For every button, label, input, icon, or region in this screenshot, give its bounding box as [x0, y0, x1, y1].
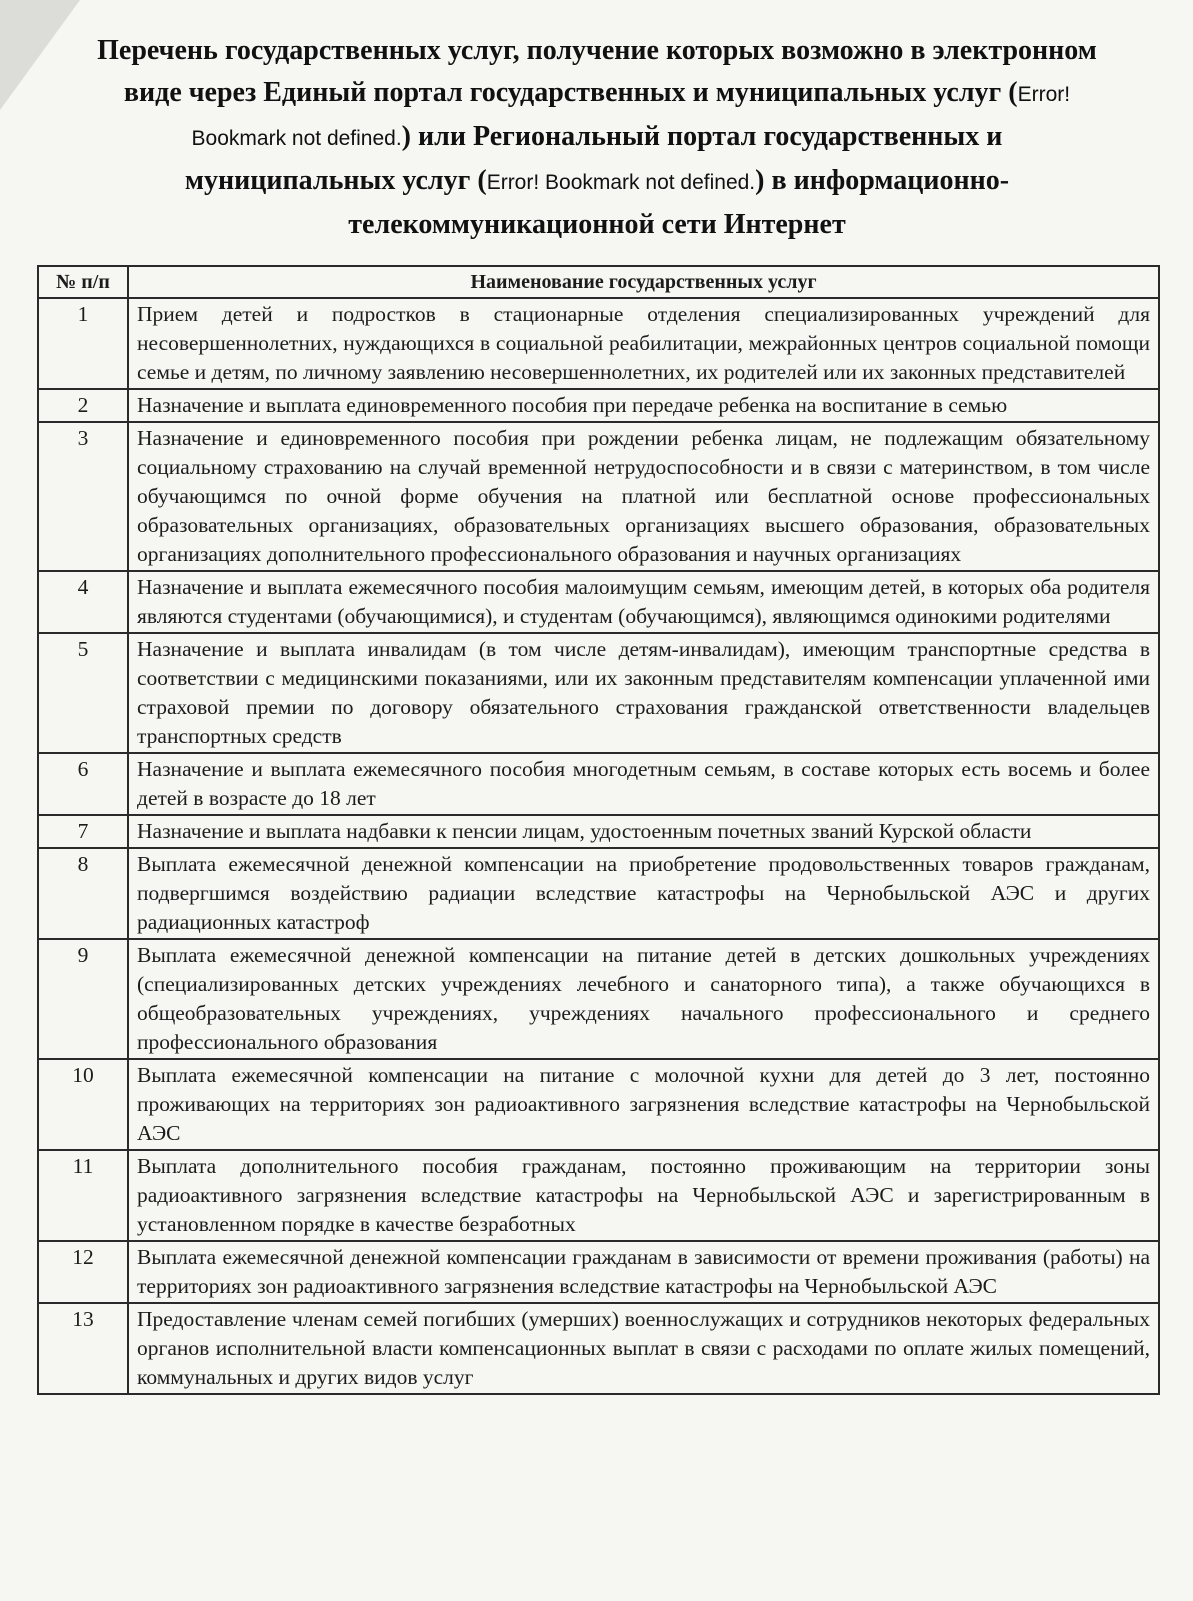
- row-number: 2: [38, 389, 128, 422]
- row-number: 3: [38, 422, 128, 571]
- row-number: 1: [38, 298, 128, 389]
- header-number: № п/п: [38, 266, 128, 298]
- row-number: 11: [38, 1150, 128, 1241]
- row-number: 8: [38, 848, 128, 939]
- services-table: [37, 265, 1160, 1395]
- table-row: [38, 633, 1159, 753]
- row-service-name: Назначение и единовременного пособия при рождении ребенка лицам, не подлежащим обязательному социальному страхованию на случай временной нетрудоспособности и в связи с материнством, в том числе обучающимся по очной форме обучения на платной или бесплатной основе профессиональных образовательных организациях, образовательных организациях высшего образования, образовательных организациях дополнительного профессионального образования и научных организациях: [128, 422, 1159, 571]
- row-service-name: Назначение и выплата надбавки к пенсии лицам, удостоенным почетных званий Курской области: [128, 815, 1159, 848]
- title-part-1: Перечень государственных услуг, получение которых возможно в электронном виде через Единый портал государственных и муниципальных услуг (: [97, 35, 1097, 108]
- title-part-2: ) или Региональный портал государственных и муниципальных услуг (: [184, 121, 1003, 196]
- table-row: [38, 1303, 1159, 1394]
- title-part-3: ) в информационно-телекоммуникационной сети Интернет: [348, 165, 1010, 240]
- table-header-row: [38, 266, 1159, 298]
- table-row: [38, 1059, 1159, 1150]
- row-service-name: Выплата ежемесячной денежной компенсации на приобретение продовольственных товаров гражданам, подвергшимся воздействию радиации вследствие катастрофы на Чернобыльской АЭС и других радиационных катастроф: [128, 848, 1159, 939]
- row-number: 4: [38, 571, 128, 633]
- row-service-name: Назначение и выплата ежемесячного пособия многодетным семьям, в составе которых есть восемь и более детей в возрасте до 18 лет: [128, 753, 1159, 815]
- table-row: [38, 389, 1159, 422]
- table-row: [38, 1241, 1159, 1303]
- row-service-name: Назначение и выплата единовременного пособия при передаче ребенка на воспитание в семью: [128, 389, 1159, 422]
- row-service-name: Назначение и выплата инвалидам (в том числе детям-инвалидам), имеющим транспортные средства в соответствии с медицинскими показаниями, или их законным представителям компенсации уплаченной ими страховой премии по договору обязательного страхования гражданской ответственности владельцев транспортных средств: [128, 633, 1159, 753]
- row-service-name: Назначение и выплата ежемесячного пособия малоимущим семьям, имеющим детей, в которых оба родителя являются студентами (обучающимися), и студентам (обучающимся), являющимся одинокими родителями: [128, 571, 1159, 633]
- row-service-name: Предоставление членам семей погибших (умерших) военнослужащих и сотрудников некоторых федеральных органов исполнительной власти компенсационных выплат в связи с расходами по оплате жилых помещений, коммунальных и других видов услуг: [128, 1303, 1159, 1394]
- row-number: 9: [38, 939, 128, 1059]
- header-service-name: Наименование государственных услуг: [128, 266, 1159, 298]
- table-row: [38, 571, 1159, 633]
- page-corner-fold: [0, 0, 80, 110]
- row-number: 6: [38, 753, 128, 815]
- row-number: 12: [38, 1241, 128, 1303]
- table-row: [38, 1150, 1159, 1241]
- title-error-ref-1: Error! Bookmark not defined.: [191, 83, 1071, 150]
- table-row: [38, 815, 1159, 848]
- table-row: [38, 422, 1159, 571]
- title-error-ref-2: Error! Bookmark not defined.: [486, 171, 756, 194]
- row-service-name: Выплата ежемесячной денежной компенсации на питание детей в детских дошкольных учреждениях (специализированных детских учреждениях лечебного и санаторного типа), а также обучающихся в общеобразовательных учреждениях, учреждениях начального профессионального и среднего профессионального образования: [128, 939, 1159, 1059]
- row-number: 13: [38, 1303, 128, 1394]
- row-number: 5: [38, 633, 128, 753]
- row-service-name: Выплата дополнительного пособия гражданам, постоянно проживающим на территории зоны радиоактивного загрязнения вследствие катастрофы на Чернобыльской АЭС и зарегистрированным в установленном порядке в качестве безработных: [128, 1150, 1159, 1241]
- table-row: [38, 753, 1159, 815]
- document-title: [92, 30, 1102, 246]
- table-row: [38, 939, 1159, 1059]
- row-service-name: Прием детей и подростков в стационарные отделения специализированных учреждений для несовершеннолетних, нуждающихся в социальной реабилитации, межрайонных центров социальной помощи семье и детям, по личному заявлению несовершеннолетних, их родителей или их законных представителей: [128, 298, 1159, 389]
- row-service-name: Выплата ежемесячной денежной компенсации гражданам в зависимости от времени проживания (работы) на территориях зон радиоактивного загрязнения вследствие катастрофы на Чернобыльской АЭС: [128, 1241, 1159, 1303]
- row-number: 10: [38, 1059, 128, 1150]
- row-number: 7: [38, 815, 128, 848]
- table-row: [38, 298, 1159, 389]
- table-row: [38, 848, 1159, 939]
- row-service-name: Выплата ежемесячной компенсации на питание с молочной кухни для детей до 3 лет, постоянно проживающих на территориях зон радиоактивного загрязнения вследствие катастрофы на Чернобыльской АЭС: [128, 1059, 1159, 1150]
